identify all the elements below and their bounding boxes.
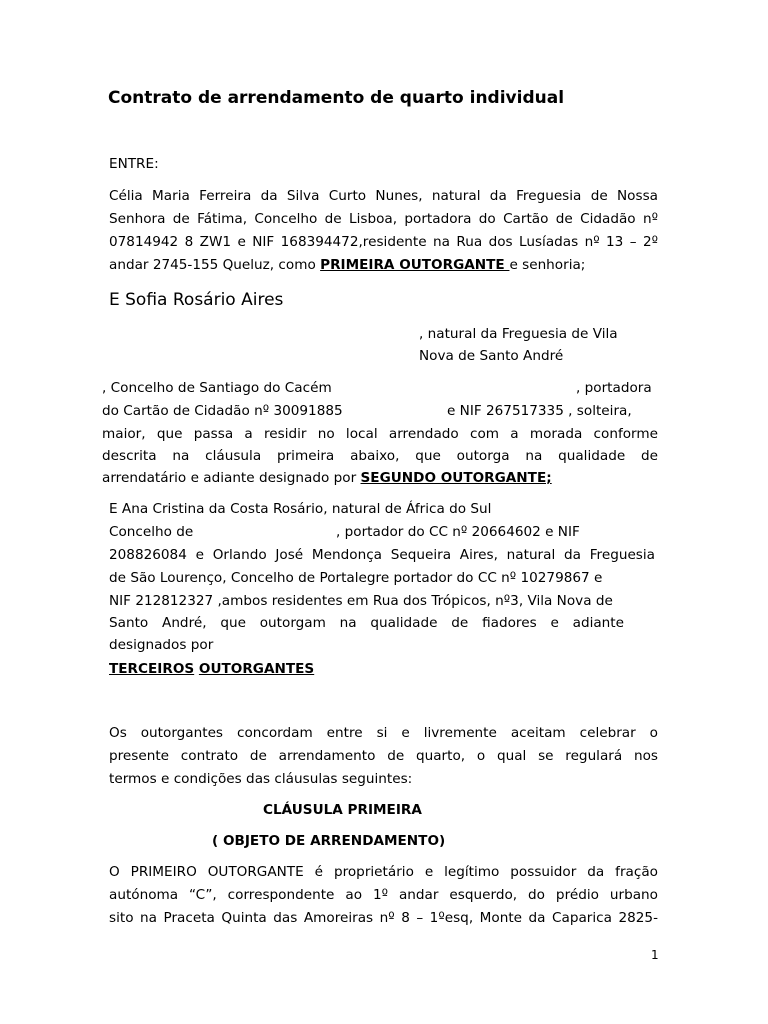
- second-party-naturality-1: , natural da Freguesia de Vila: [419, 326, 618, 342]
- p1-line-4-start: andar 2745-155 Queluz, como: [109, 257, 321, 273]
- p3-line-7: designados por: [109, 637, 214, 653]
- p3-line-2b: , portador do CC nº 20664602 e NIF: [336, 524, 580, 540]
- terceiros-label: TERCEIROS: [109, 661, 195, 677]
- p1-line-4-end: e senhoria;: [509, 257, 586, 273]
- p2-line-1b: , portadora: [576, 380, 652, 396]
- p4-line-2: presente contrato de arrendamento de quarto, o qual se regulará nos: [109, 748, 658, 764]
- p2-line-5: [102, 470, 552, 486]
- primeira-outorgante-label: PRIMEIRA OUTORGANTE: [320, 257, 510, 273]
- p3-line-3: 208826084 e Orlando José Mendonça Sequeira Aires, natural da Freguesia: [109, 547, 655, 563]
- segundo-outorgante-label: SEGUNDO OUTORGANTE;: [360, 470, 552, 486]
- clause-1-heading: CLÁUSULA PRIMEIRA: [263, 802, 422, 818]
- clause-1-line-2: autónoma “C”, correspondente ao 1º andar esquerdo, do prédio urbano: [109, 887, 658, 903]
- p4-line-1: Os outorgantes concordam entre si e livremente aceitam celebrar o: [109, 725, 658, 741]
- p1-line-2: Senhora de Fátima, Concelho de Lisboa, portadora do Cartão de Cidadão nº: [109, 211, 658, 227]
- second-party-naturality-2: Nova de Santo André: [419, 348, 564, 364]
- p3-line-1: E Ana Cristina da Costa Rosário, natural de África do Sul: [109, 501, 492, 517]
- second-party-name: E Sofia Rosário Aires: [109, 290, 284, 310]
- p3-line-4: de São Lourenço, Concelho de Portalegre portador do CC nº 10279867 e: [109, 570, 603, 586]
- clause-1-line-1: O PRIMEIRO OUTORGANTE é proprietário e legítimo possuidor da fração: [109, 864, 658, 880]
- p3-line-6: Santo André, que outorgam na qualidade de fiadores e adiante: [109, 615, 624, 631]
- document-title: Contrato de arrendamento de quarto individual: [108, 88, 565, 108]
- p1-line-3: 07814942 8 ZW1 e NIF 168394472,residente na Rua dos Lusíadas nº 13 – 2º: [109, 234, 658, 250]
- p4-line-3: termos e condições das cláusulas seguintes:: [109, 771, 413, 787]
- outorgantes-label: OUTORGANTES: [198, 661, 315, 677]
- p1-line-1: Célia Maria Ferreira da Silva Curto Nunes, natural da Freguesia de Nossa: [109, 188, 658, 204]
- terceiros-outorgantes-label: [109, 661, 314, 677]
- clause-1-line-3: sito na Praceta Quinta das Amoreiras nº 8 – 1ºesq, Monte da Caparica 2825-: [109, 910, 658, 926]
- p3-line-2a: Concelho de: [109, 524, 194, 540]
- page-number: 1: [651, 948, 659, 962]
- p2-line-4: descrita na cláusula primeira abaixo, que outorga na qualidade de: [102, 448, 658, 464]
- p1-line-4: [109, 257, 585, 273]
- p2-line-2b: e NIF 267517335 , solteira,: [447, 403, 632, 419]
- p2-line-2a: do Cartão de Cidadão nº 30091885: [102, 403, 343, 419]
- p2-line-1a: , Concelho de Santiago do Cacém: [102, 380, 332, 396]
- entre-label: ENTRE:: [109, 156, 159, 172]
- clause-1-subheading: ( OBJETO DE ARRENDAMENTO): [212, 833, 446, 849]
- p3-line-5: NIF 212812327 ,ambos residentes em Rua dos Trópicos, nº3, Vila Nova de: [109, 593, 613, 609]
- p2-line-5-start: arrendatário e adiante designado por: [102, 470, 361, 486]
- p2-line-3: maior, que passa a residir no local arrendado com a morada conforme: [102, 426, 658, 442]
